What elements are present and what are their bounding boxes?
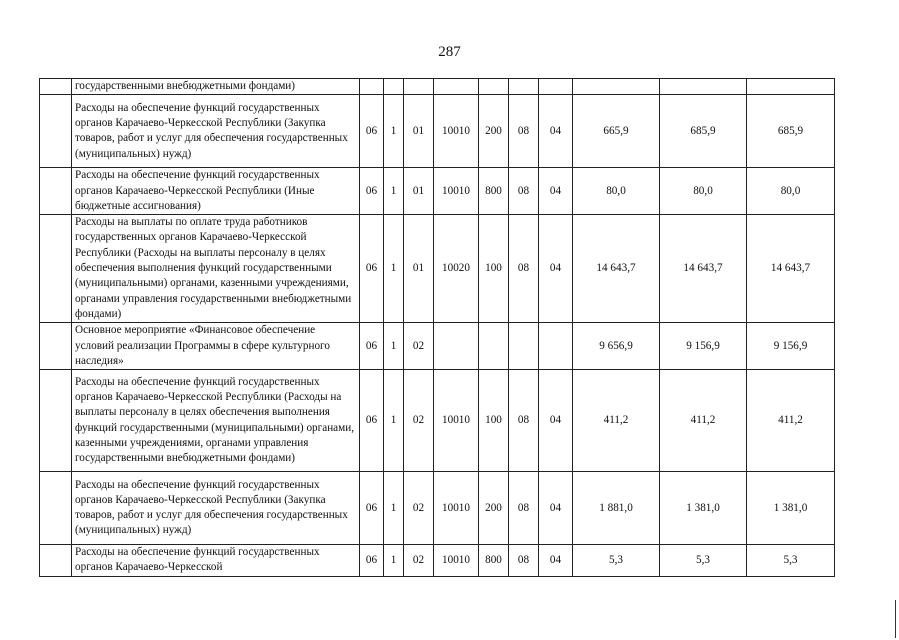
subsection-code: 04 [539,472,573,545]
amount-year-3: 411,2 [747,370,835,472]
row-number-cell [40,472,72,545]
amount-year-3: 5,3 [747,545,835,577]
subprogram-code: 1 [384,168,404,215]
subprogram-code: 1 [384,472,404,545]
table-body [40,79,835,577]
amount-year-2: 685,9 [660,95,747,168]
expense-type-code: 100 [479,215,509,323]
amount-year-1: 9 656,9 [573,323,660,370]
program-code: 06 [360,370,384,472]
event-code: 01 [404,215,434,323]
subsection-code: 04 [539,545,573,577]
amount-year-1 [573,79,660,95]
expense-type-code: 800 [479,168,509,215]
direction-code: 10020 [434,215,479,323]
amount-year-3: 685,9 [747,95,835,168]
amount-year-2: 9 156,9 [660,323,747,370]
subsection-code: 04 [539,168,573,215]
row-number-cell [40,168,72,215]
amount-year-1: 80,0 [573,168,660,215]
subprogram-code: 1 [384,95,404,168]
row-name: Расходы на обеспечение функций государственных органов Карачаево-Черкесской Республики (Расходы на выплаты персоналу в целях обеспечения выполнения функций государственными (муниципальными) органами, казенными учреждениями, органами управления государственными внебюджетными фондами) [72,370,360,472]
event-code [404,79,434,95]
row-name: Расходы на обеспечение функций государственных органов Карачаево-Черкесской Республики (Закупка товаров, работ и услуг для обеспечения государственных (муниципальных) нужд) [72,472,360,545]
amount-year-1: 665,9 [573,95,660,168]
amount-year-3: 80,0 [747,168,835,215]
amount-year-2: 5,3 [660,545,747,577]
subsection-code [539,79,573,95]
program-code: 06 [360,215,384,323]
program-code: 06 [360,472,384,545]
row-number-cell [40,370,72,472]
amount-year-1: 5,3 [573,545,660,577]
amount-year-1: 411,2 [573,370,660,472]
subsection-code [539,323,573,370]
subprogram-code: 1 [384,323,404,370]
section-code [509,79,539,95]
program-code: 06 [360,323,384,370]
row-name: Расходы на обеспечение функций государственных органов Карачаево-Черкесской Республики (Закупка товаров, работ и услуг для обеспечения государственных (муниципальных) нужд) [72,95,360,168]
program-code: 06 [360,545,384,577]
amount-year-3: 14 643,7 [747,215,835,323]
direction-code [434,323,479,370]
table-row [40,215,835,323]
row-name: государственными внебюджетными фондами) [72,79,360,95]
program-code: 06 [360,95,384,168]
subprogram-code: 1 [384,370,404,472]
program-code: 06 [360,168,384,215]
scan-edge-line [895,600,896,638]
amount-year-3: 9 156,9 [747,323,835,370]
section-code: 08 [509,168,539,215]
amount-year-2 [660,79,747,95]
table-row [40,545,835,577]
amount-year-2: 1 381,0 [660,472,747,545]
expense-type-code: 800 [479,545,509,577]
table-row [40,168,835,215]
amount-year-2: 14 643,7 [660,215,747,323]
table-row [40,95,835,168]
direction-code: 10010 [434,370,479,472]
table-row [40,323,835,370]
row-number-cell [40,79,72,95]
expense-type-code: 200 [479,95,509,168]
budget-table [39,78,835,577]
subsection-code: 04 [539,95,573,168]
section-code: 08 [509,370,539,472]
section-code [509,323,539,370]
section-code: 08 [509,215,539,323]
expense-type-code: 200 [479,472,509,545]
section-code: 08 [509,545,539,577]
section-code: 08 [509,95,539,168]
expense-type-code [479,79,509,95]
direction-code: 10010 [434,472,479,545]
event-code: 01 [404,168,434,215]
row-name: Расходы на обеспечение функций государственных органов Карачаево-Черкесской [72,545,360,577]
subprogram-code: 1 [384,545,404,577]
row-name: Расходы на обеспечение функций государственных органов Карачаево-Черкесской Республики (Иные бюджетные ассигнования) [72,168,360,215]
row-name: Основное мероприятие «Финансовое обеспечение условий реализации Программы в сфере культурного наследия» [72,323,360,370]
event-code: 02 [404,323,434,370]
amount-year-3: 1 381,0 [747,472,835,545]
direction-code: 10010 [434,168,479,215]
amount-year-1: 1 881,0 [573,472,660,545]
event-code: 02 [404,472,434,545]
event-code: 02 [404,545,434,577]
expense-type-code [479,323,509,370]
amount-year-1: 14 643,7 [573,215,660,323]
row-number-cell [40,545,72,577]
row-number-cell [40,215,72,323]
subprogram-code [384,79,404,95]
direction-code [434,79,479,95]
table-row [40,370,835,472]
amount-year-2: 411,2 [660,370,747,472]
subsection-code: 04 [539,215,573,323]
table-row [40,472,835,545]
program-code [360,79,384,95]
subprogram-code: 1 [384,215,404,323]
table-row [40,79,835,95]
section-code: 08 [509,472,539,545]
event-code: 02 [404,370,434,472]
amount-year-2: 80,0 [660,168,747,215]
row-number-cell [40,323,72,370]
page-number: 287 [438,44,461,60]
row-number-cell [40,95,72,168]
subsection-code: 04 [539,370,573,472]
direction-code: 10010 [434,95,479,168]
expense-type-code: 100 [479,370,509,472]
direction-code: 10010 [434,545,479,577]
event-code: 01 [404,95,434,168]
amount-year-3 [747,79,835,95]
row-name: Расходы на выплаты по оплате труда работников государственных органов Карачаево-Черкесской Республики (Расходы на выплаты персоналу в целях обеспечения выполнения функций государственными (муниципальными) органами, казенными учреждениями, органами управления государственными внебюджетными фондами) [72,215,360,323]
